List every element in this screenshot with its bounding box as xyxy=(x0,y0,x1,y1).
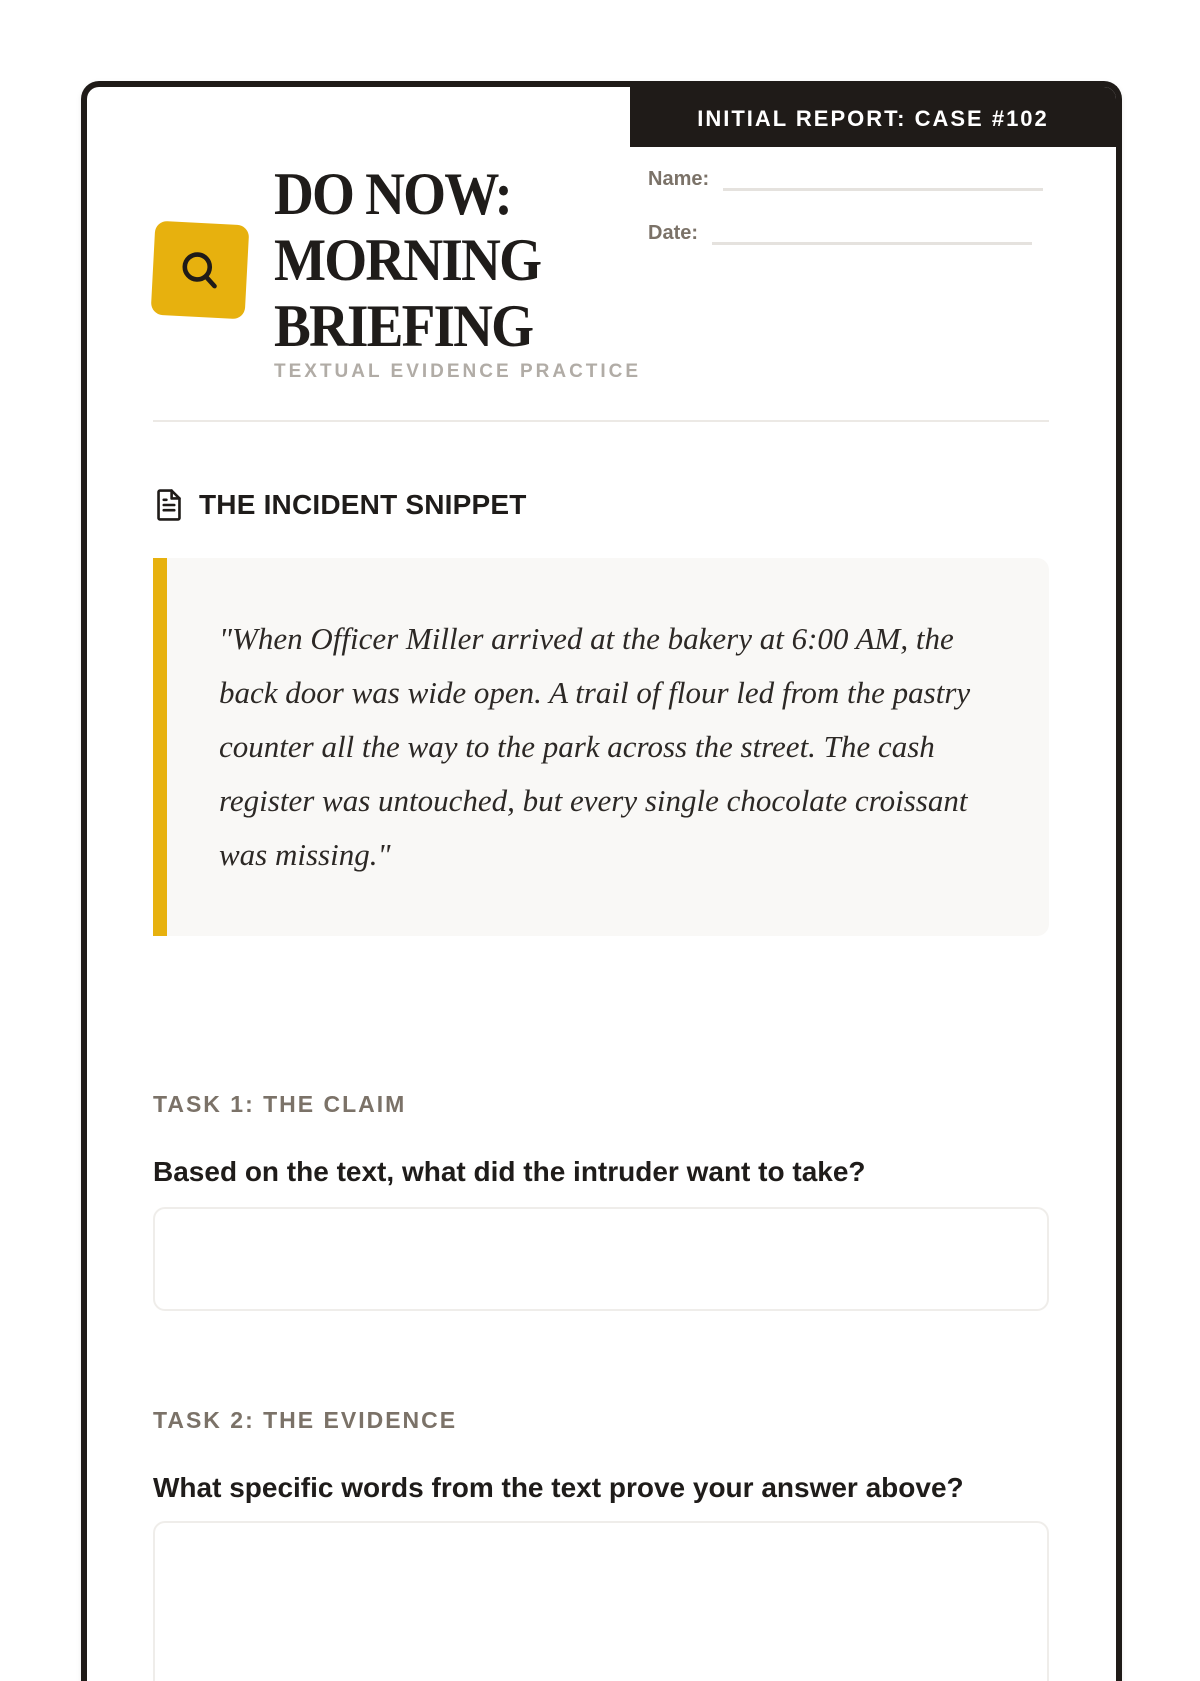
header-divider xyxy=(153,420,1049,422)
incident-quote: "When Officer Miller arrived at the bakery at 6:00 AM, the back door was wide open. A trail of flour led from the pastry counter all the way to the park across the street. The cash register was untouched, but every single chocolate croissant was missing." xyxy=(153,558,1049,936)
task-1-answer-box[interactable] xyxy=(153,1207,1049,1311)
date-field[interactable] xyxy=(712,242,1032,245)
task-2-question: What specific words from the text prove your answer above? xyxy=(153,1472,964,1503)
title-line: DO NOW: xyxy=(274,161,512,227)
name-field[interactable] xyxy=(723,188,1043,191)
page-subtitle: TEXTUAL EVIDENCE PRACTICE xyxy=(274,361,642,382)
case-tag: INITIAL REPORT: CASE #102 xyxy=(630,87,1116,147)
date-label: Date: xyxy=(648,222,699,244)
task-1-question: Based on the text, what did the intruder want to take? xyxy=(153,1156,866,1187)
date-row xyxy=(648,215,1068,245)
task-2-label: TASK 2: THE EVIDENCE xyxy=(153,1407,458,1433)
student-meta xyxy=(648,161,1068,269)
title-line: MORNING xyxy=(274,227,541,293)
snippet-heading-text: THE INCIDENT SNIPPET xyxy=(199,489,527,520)
snippet-heading xyxy=(153,488,527,522)
name-label: Name: xyxy=(648,168,710,190)
worksheet-card xyxy=(81,81,1122,1681)
search-icon xyxy=(176,246,224,294)
task-1-label: TASK 1: THE CLAIM xyxy=(153,1091,407,1117)
document-icon xyxy=(153,488,185,522)
title-block xyxy=(274,161,641,383)
name-row xyxy=(648,161,1068,191)
search-badge xyxy=(151,221,250,320)
task-2-answer-box[interactable] xyxy=(153,1521,1049,1681)
page-title xyxy=(274,161,612,359)
title-line: BRIEFING xyxy=(274,293,533,359)
